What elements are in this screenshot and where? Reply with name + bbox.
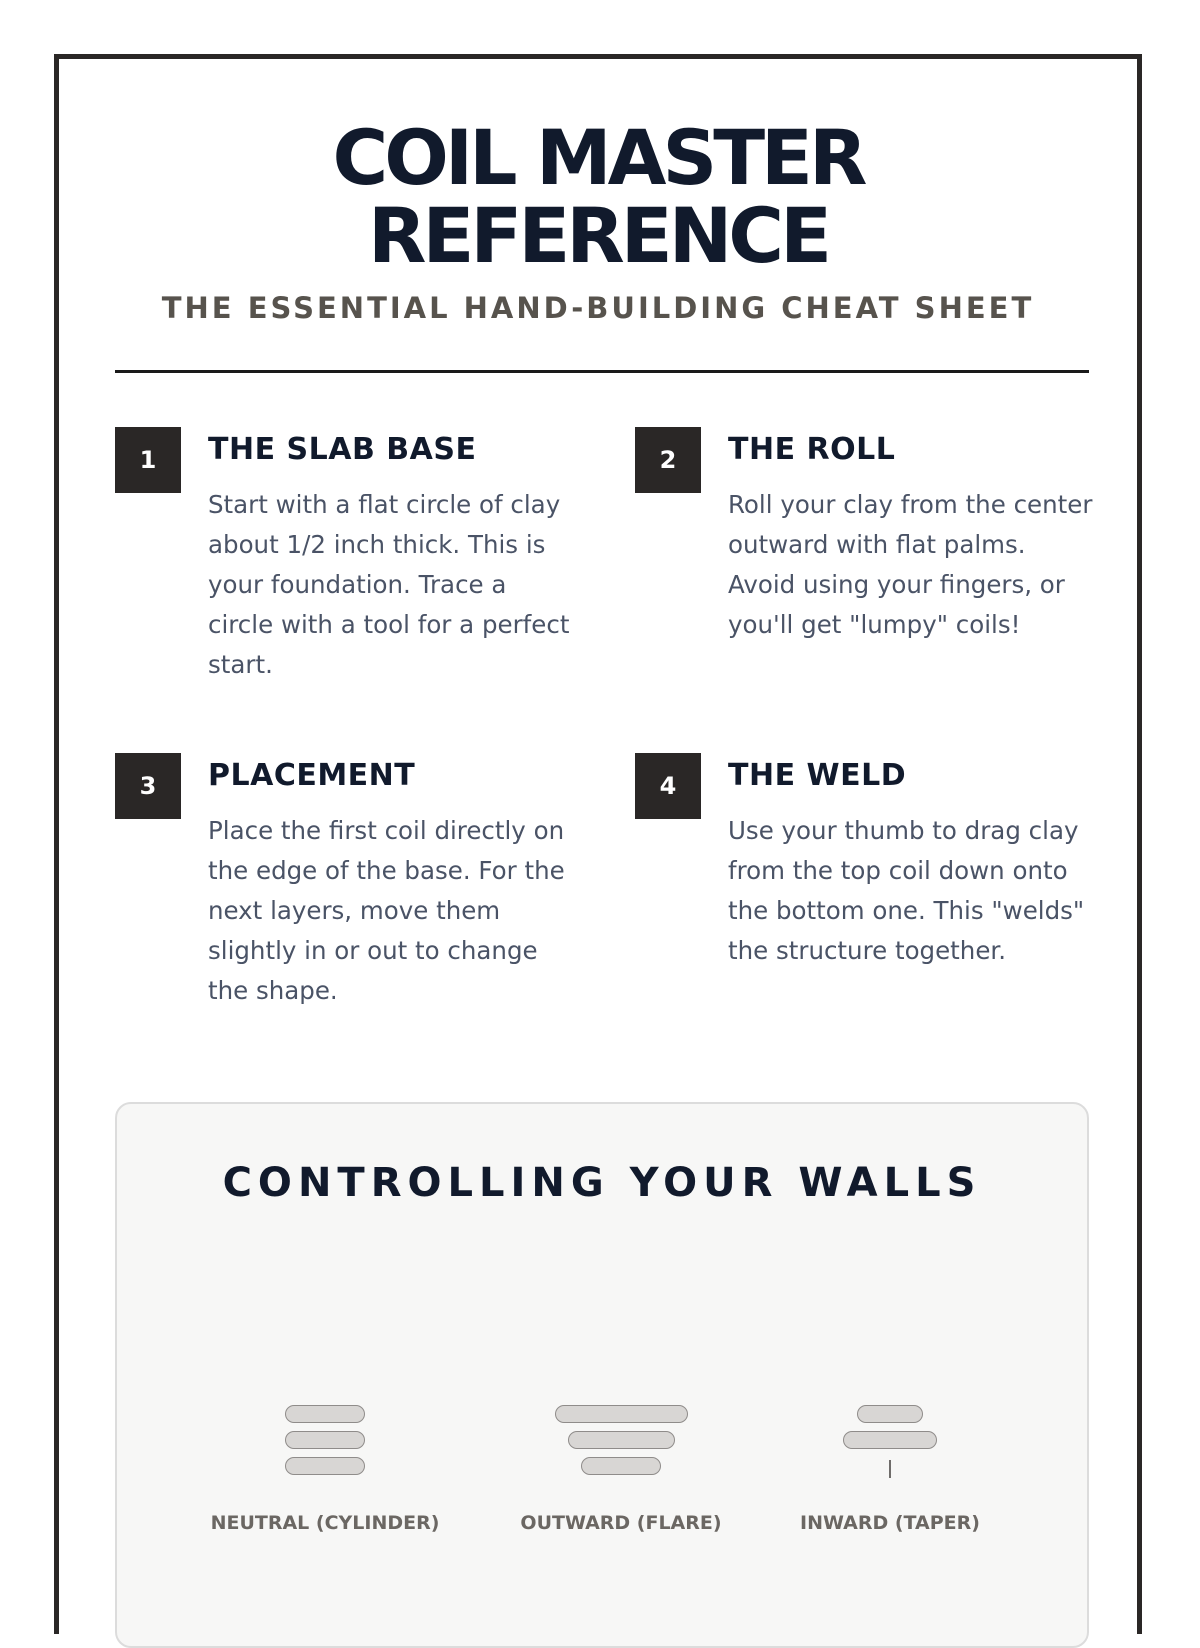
coil-top bbox=[555, 1405, 688, 1423]
page-title bbox=[59, 113, 1137, 280]
flare-label: OUTWARD (FLARE) bbox=[520, 1512, 722, 1534]
coil-top bbox=[285, 1405, 365, 1423]
step-description: Use your thumb to drag clay from the top coil down onto the bottom one. This "welds" the structure together. bbox=[728, 816, 1085, 965]
header-divider bbox=[115, 370, 1089, 373]
step-number-badge: 3 bbox=[115, 753, 181, 819]
step-card-3 bbox=[115, 753, 575, 1043]
step-title: PLACEMENT bbox=[208, 758, 416, 793]
step-description: Place the first coil directly on the edge of the base. For the next layers, move them slightly in or out to change the shape. bbox=[208, 816, 565, 1005]
step-number-badge: 2 bbox=[635, 427, 701, 493]
cylinder-label: NEUTRAL (CYLINDER) bbox=[210, 1512, 440, 1534]
coil-middle bbox=[285, 1431, 365, 1449]
step-number-badge: 1 bbox=[115, 427, 181, 493]
coil-top bbox=[857, 1405, 923, 1423]
title-line-1: COIL MASTER bbox=[332, 113, 864, 202]
step-card-4 bbox=[635, 753, 1095, 1043]
cheat-sheet-page bbox=[54, 54, 1142, 1634]
step-card-2 bbox=[635, 427, 1095, 717]
step-title: THE WELD bbox=[728, 758, 907, 793]
step-number-badge: 4 bbox=[635, 753, 701, 819]
step-title: THE ROLL bbox=[728, 432, 896, 467]
page-subtitle: THE ESSENTIAL HAND-BUILDING CHEAT SHEET bbox=[161, 291, 1035, 325]
title-line-2: REFERENCE bbox=[367, 191, 828, 280]
taper-marker bbox=[889, 1460, 891, 1478]
coil-bottom bbox=[285, 1457, 365, 1475]
taper-label: INWARD (TAPER) bbox=[800, 1512, 980, 1534]
coil-middle bbox=[568, 1431, 675, 1449]
coil-bottom bbox=[581, 1457, 661, 1475]
coil-middle bbox=[843, 1431, 937, 1449]
step-description: Roll your clay from the center outward with flat palms. Avoid using your fingers, or you'll get "lumpy" coils! bbox=[728, 490, 1093, 639]
walls-title: CONTROLLING YOUR WALLS bbox=[222, 1160, 982, 1206]
step-title: THE SLAB BASE bbox=[208, 432, 477, 467]
step-card-1 bbox=[115, 427, 575, 717]
walls-panel bbox=[115, 1102, 1089, 1648]
step-description: Start with a flat circle of clay about 1/2 inch thick. This is your foundation. Trace a circle with a tool for a perfect start. bbox=[208, 490, 570, 679]
